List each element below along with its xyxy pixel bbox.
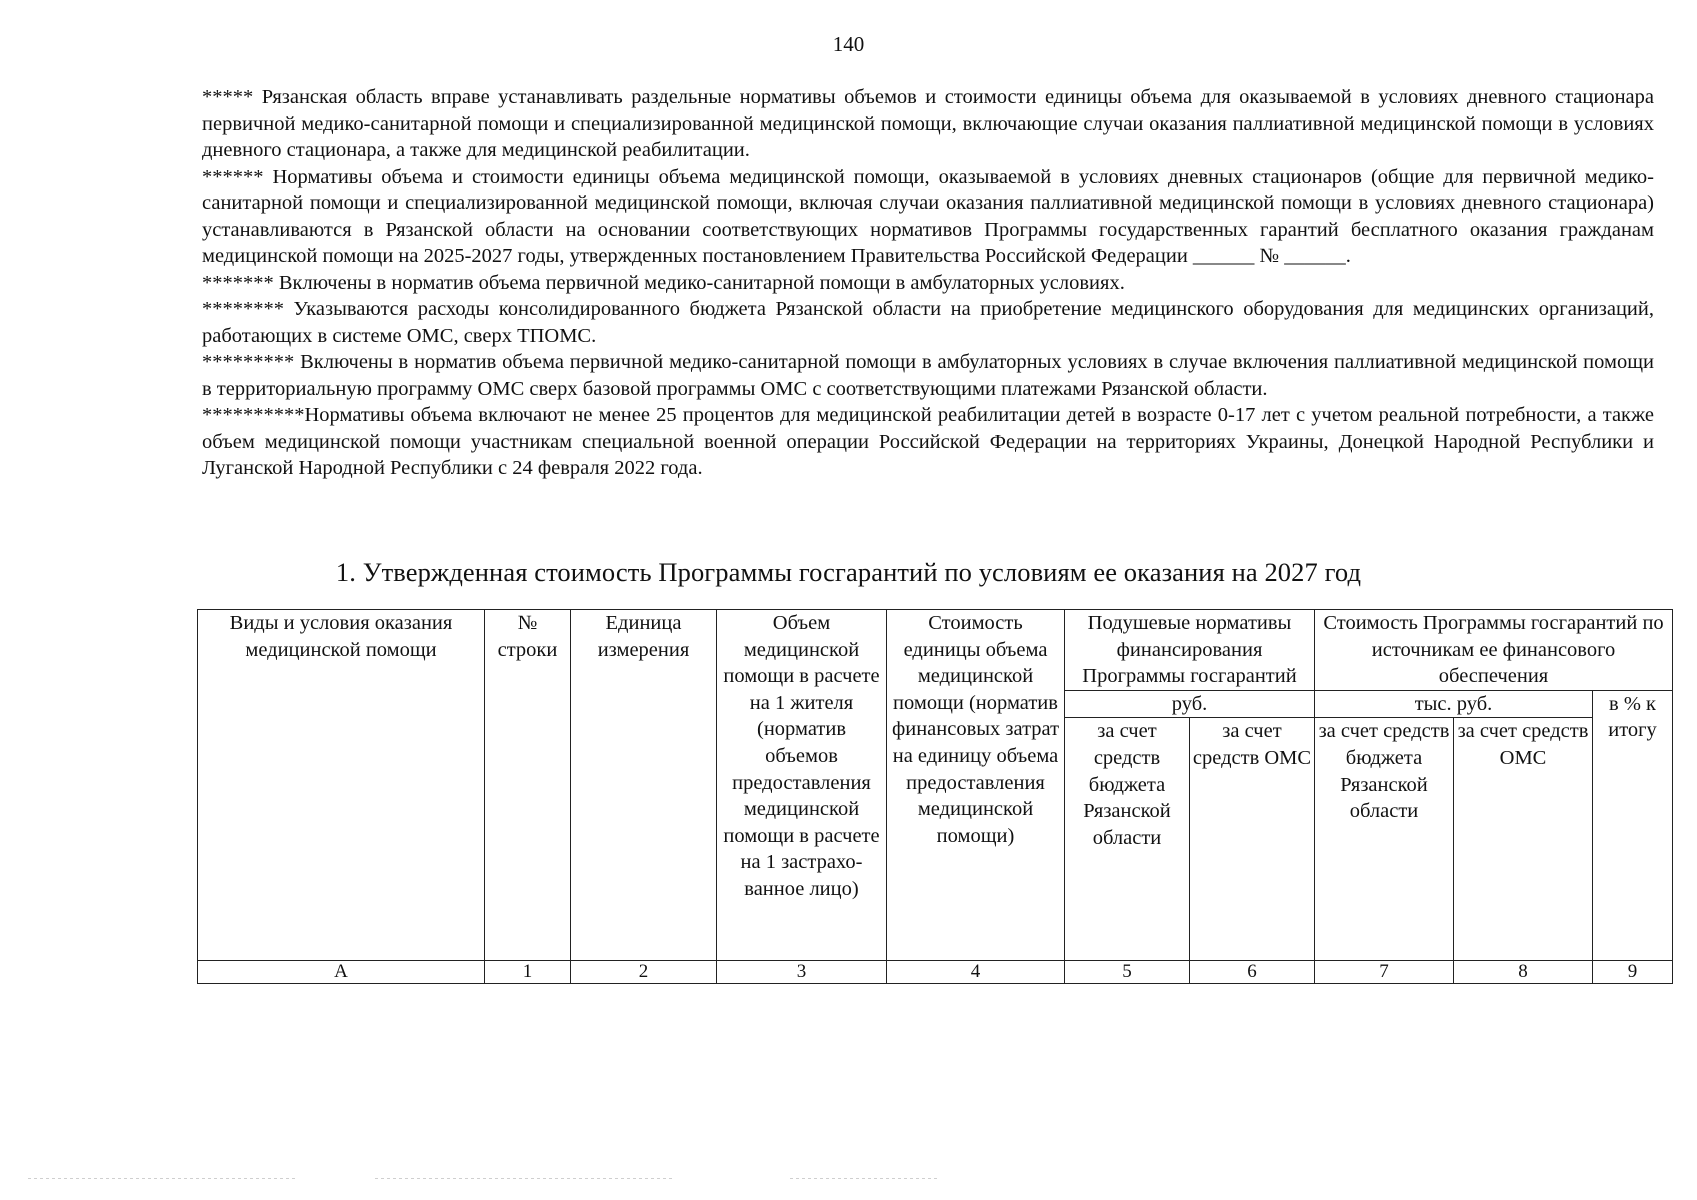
column-number: 2	[571, 961, 717, 984]
column-number: 6	[1190, 961, 1315, 984]
header-row-number: № строки	[485, 610, 571, 961]
header-row-1	[198, 610, 1673, 691]
header-budget-ryazan-5: за счет средств бюджета Рязанской области	[1065, 718, 1190, 961]
footnote-6: ****** Нормативы объема и стоимости единицы объема медицинской помощи, оказываемой в условиях дневных стационаров (общие для первичной медико-санитарной помощи и специализированной медицинской помощи, включая случаи оказания паллиативной медицинской помощи в условиях дневного стационара) устанавливаются в Рязанской области на основании соответствующих нормативов Программы государственных гарантий бесплатного оказания гражданам медицинской помощи на 2025-2027 годы, утвержденных постановлением Правительства Российской Федерации ______ № ______.	[202, 165, 1654, 267]
column-number: 1	[485, 961, 571, 984]
footnotes	[202, 84, 1654, 482]
page-number: 140	[832, 32, 865, 56]
footnote-5: ***** Рязанская область вправе устанавливать раздельные нормативы объемов и стоимости единицы объема для оказываемой в условиях дневного стационара первичной медико-санитарной помощи и специализированной медицинской помощи, включающие случаи оказания паллиативной медицинской помощи в условиях дневного стационара, а также для медицинской реабилитации.	[202, 86, 1654, 161]
column-number: 7	[1315, 961, 1454, 984]
scan-artifact-line	[28, 1178, 298, 1179]
footnote-8: ******** Указываются расходы консолидированного бюджета Рязанской области на приобретение медицинского оборудования для медицинских организаций, работающих в системе ОМС, сверх ТПОМС.	[202, 298, 1654, 347]
column-number: 3	[717, 961, 887, 984]
column-number: 8	[1454, 961, 1593, 984]
header-thousand-rub: тыс. руб.	[1315, 690, 1593, 718]
scan-artifact-line	[375, 1178, 675, 1179]
header-rub: руб.	[1065, 690, 1315, 718]
column-number: 5	[1065, 961, 1190, 984]
program-cost-table	[197, 609, 1673, 984]
header-kinds: Виды и условия оказания медицинской помощи	[198, 610, 485, 961]
footnote-7: ******* Включены в норматив объема первичной медико-санитарной помощи в амбулаторных условиях.	[202, 271, 1125, 294]
header-percent-total: в % к итогу	[1593, 690, 1673, 961]
column-number-row	[198, 961, 1673, 984]
column-number: 4	[887, 961, 1065, 984]
column-number: 9	[1593, 961, 1673, 984]
section-title: 1. Утвержденная стоимость Программы госгарантий по условиям ее оказания на 2027 год	[335, 557, 1362, 587]
header-program-cost: Стоимость Программы госгарантий по источникам ее финансового обеспечения	[1315, 610, 1673, 691]
footnote-10: **********Нормативы объема включают не менее 25 процентов для медицинской реабилитации детей в возрасте 0-17 лет с учетом реальной потребности, а также объем медицинской помощи участникам специальной военной операции Российской Федерации на территориях Украины, Донецкой Народной Республики и Луганской Народной Республики с 24 февраля 2022 года.	[202, 404, 1654, 479]
header-oms-8: за счет средств ОМС	[1454, 718, 1593, 961]
header-unit-cost: Стоимость единицы объема медицинской помощи (норматив финансовых затрат на единицу объема предоставления медицинской помощи)	[887, 610, 1065, 961]
header-oms-6: за счет средств ОМС	[1190, 718, 1315, 961]
column-number: А	[198, 961, 485, 984]
header-volume: Объем медицинской помощи в расчете на 1 жителя (норматив объемов предоставления медицинской помощи в расчете на 1 застрахо-ванное лицо)	[717, 610, 887, 961]
header-budget-ryazan-7: за счет средств бюджета Рязанской области	[1315, 718, 1454, 961]
footnote-9: ********* Включены в норматив объема первичной медико-санитарной помощи в амбулаторных условиях в случае включения паллиативной медицинской помощи в территориальную программу ОМС сверх базовой программы ОМС с соответствующими платежами Рязанской области.	[202, 351, 1654, 400]
header-unit: Единица измерения	[571, 610, 717, 961]
header-per-capita: Подушевые нормативы финансирования Программы госгарантий	[1065, 610, 1315, 691]
scan-artifact-line	[790, 1178, 940, 1179]
